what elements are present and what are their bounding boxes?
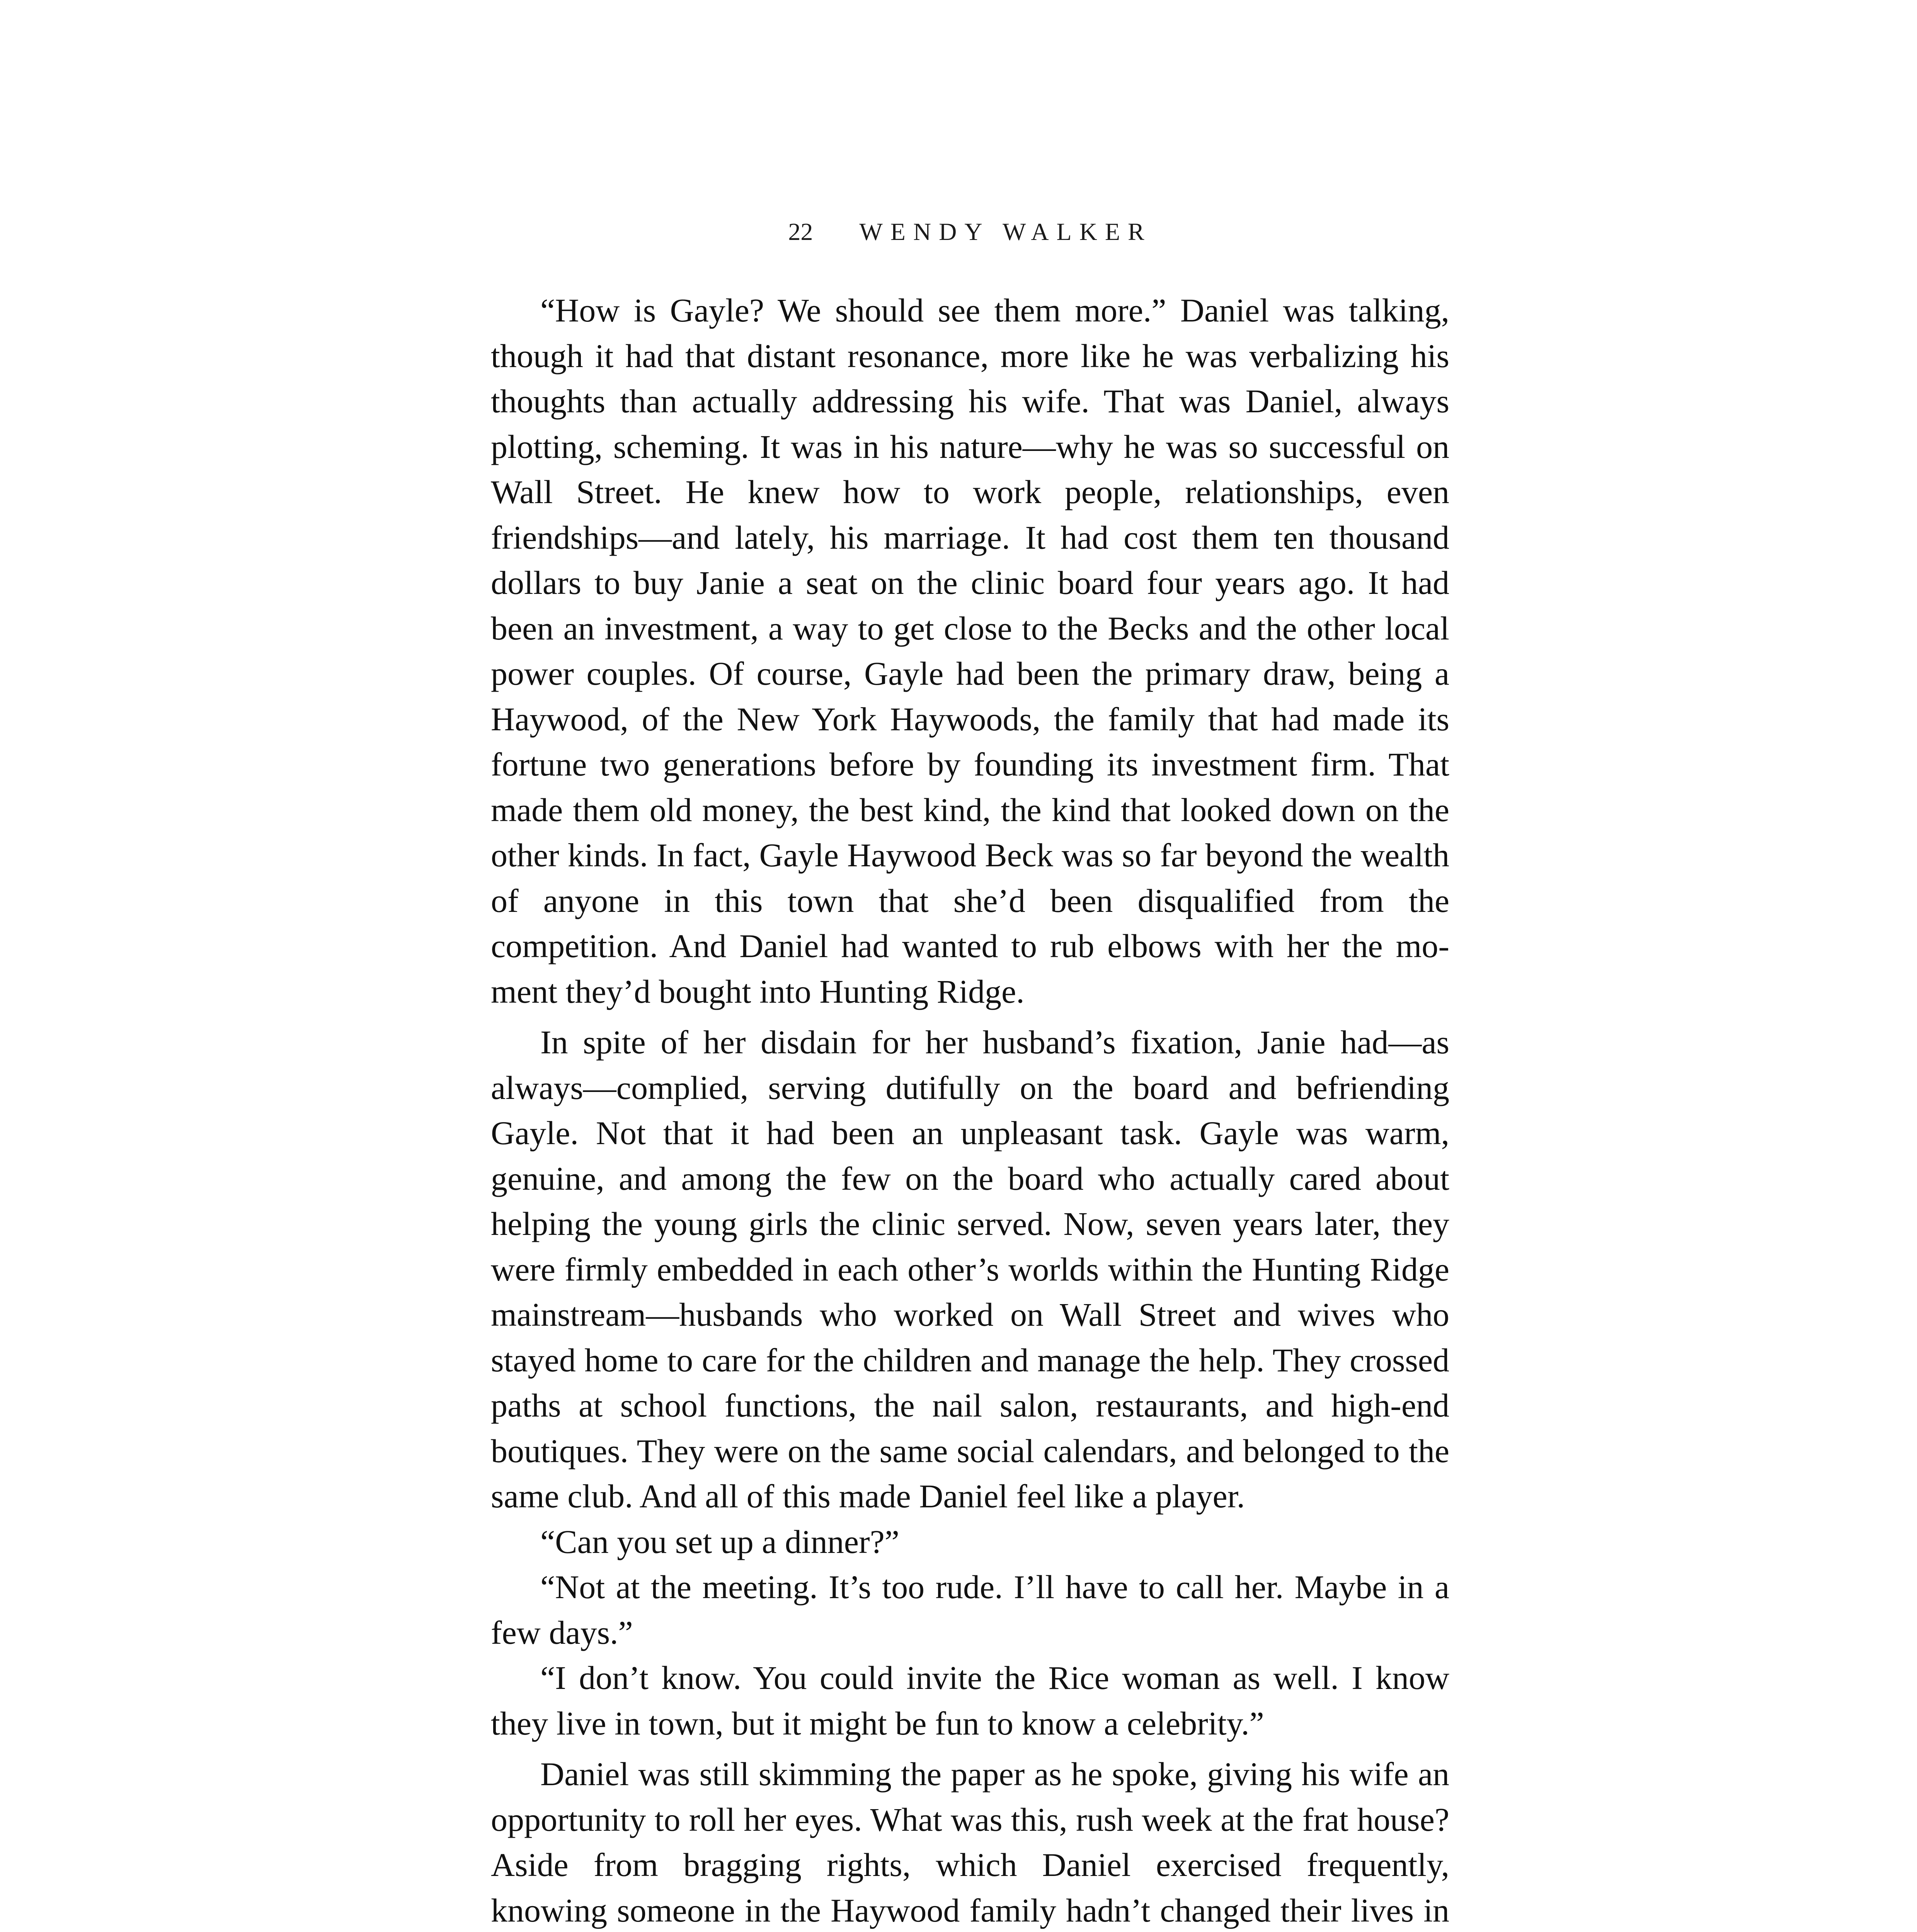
paragraph: Daniel was still skimming the paper as he spoke, giving his wife an opportunity to roll her eyes. What was this, rush week at the frat house? Aside from bragging rights, which Daniel exercised frequently, knowing someone in the Haywood family hadn’t changed their lives in — [491, 1755, 1449, 1929]
body-text — [491, 288, 1449, 1932]
paragraph: “Can you set up a dinner?” — [540, 1523, 899, 1560]
paragraph: “How is Gayle? We should see them more.” Daniel was talking, though it had that distant resonance, more like he was verbalizing his thoughts than actually addressing his wife. That was Daniel, always plotting, scheming. It was in his nature—why he was so successful on Wall Street. He knew how to work people, relationships, even friendships—and lately, his marriage. It had cost them ten thousand dollars to buy Janie a seat on the clinic board four years ago. It had been an investment, a way to get close to the Becks and the other local power couples. Of course, Gayle had been the primary draw, being a Haywood, of the New York Haywoods, the family that had made its fortune two generations before by founding its investment firm. That made them old money, the best kind, the kind that looked down on the other kinds. In fact, Gayle Haywood Beck was so far beyond the wealth of anyone in this town that she’d been disqualified from the competition. And Daniel had wanted to rub elbows with her the moment they’d bought into Hunting Ridge. — [491, 292, 1449, 1010]
author-name: WENDY WALKER — [859, 218, 1152, 245]
paragraph: “I don’t know. You could invite the Rice woman as well. I know they live in town, but it might be fun to know a celebrity.” — [491, 1659, 1449, 1742]
paragraph: In spite of her disdain for her husband’s fixation, Janie had—as always—complied, serving dutifully on the board and befriending Gayle. Not that it had been an unpleasant task. Gayle was warm, genuine, and among the few on the board who actually cared about helping the young girls the clinic served. Now, seven years later, they were firmly embedded in each other’s worlds within the Hunting Ridge mainstream—husbands who worked on Wall Street and wives who stayed home to care for the children and manage the help. They crossed paths at school functions, the nail salon, restaurants, and high-end boutiques. They were on the same social calendars, and belonged to the same club. And all of this made Daniel feel like a player. — [491, 1024, 1449, 1515]
page-number: 22 — [788, 218, 813, 245]
paragraph: “Not at the meeting. It’s too rude. I’ll have to call her. Maybe in a few days.” — [491, 1568, 1449, 1651]
running-head — [491, 216, 1449, 247]
